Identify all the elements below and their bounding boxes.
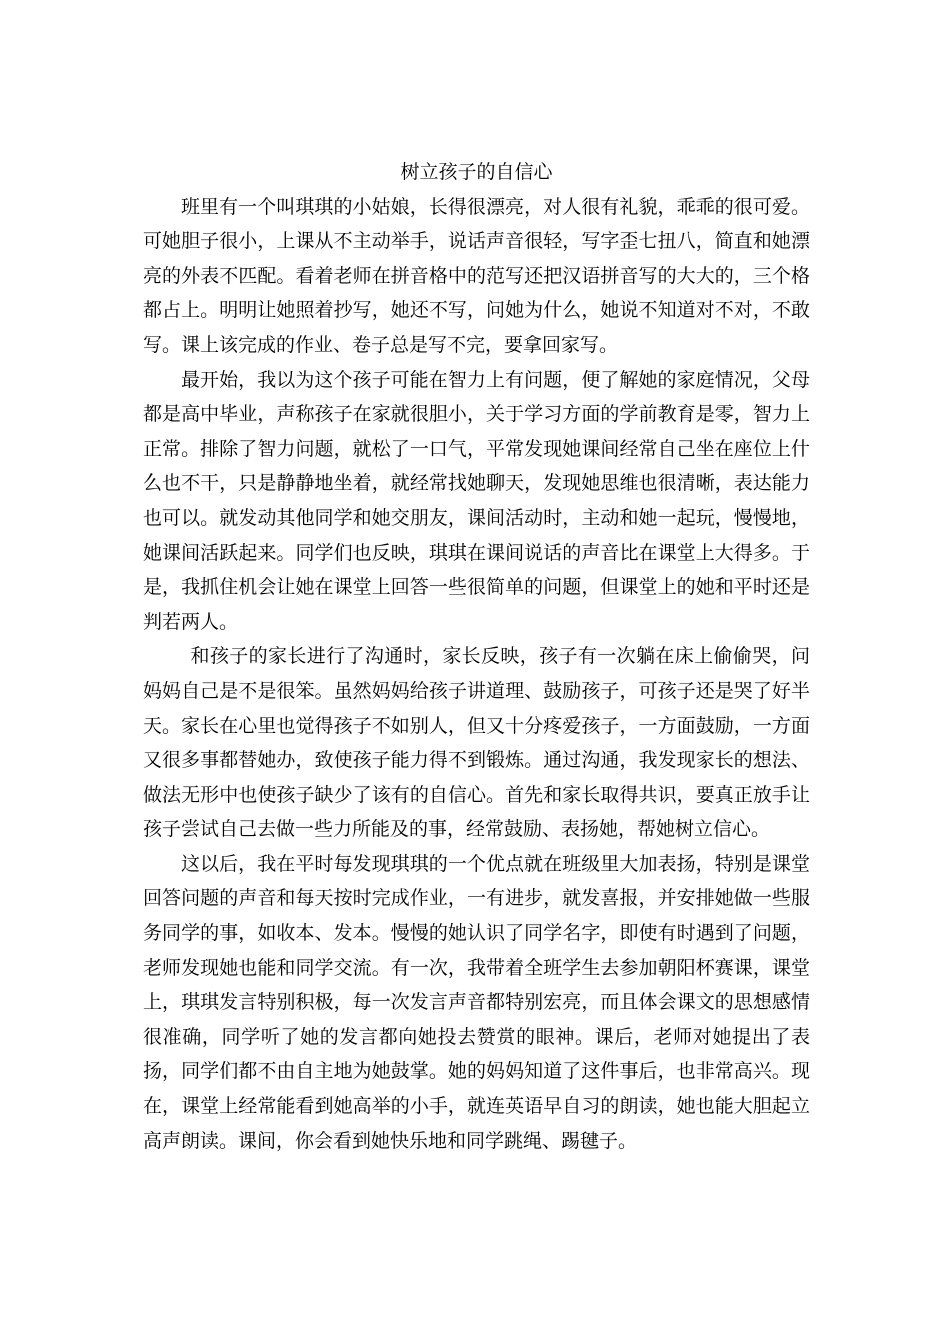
paragraph-3: 和孩子的家长进行了沟通时，家长反映，孩子有一次躺在床上偷偷哭，问妈妈自己是不是很笨。虽然妈妈给孩子讲道理、鼓励孩子，可孩子还是哭了好半天。家长在心里也觉得孩子不如别人，但又十分疼爱孩子，一方面鼓励，一方面又很多事都替她办，致使孩子能力得不到锻炼。通过沟通，我发现家长的想法、做法无形中也使孩子缺少了该有的自信心。首先和家长取得共识，要真正放手让孩子尝试自己去做一些力所能及的事，经常鼓励、表扬她，帮她树立信心。 xyxy=(143,645,810,841)
paragraph-1: 班里有一个叫琪琪的小姑娘，长得很漂亮，对人很有礼貌，乖乖的很可爱。可她胆子很小，上课从不主动举手，说话声音很轻，写字歪七扭八，简直和她漂亮的外表不匹配。看着老师在拼音格中的范写还把汉语拼音写的大大的，三个格都占上。明明让她照着抄写，她还不写，问她为什么，她说不知道对不对，不敢写。课上该完成的作业、卷子总是写不完，要拿回家写。 xyxy=(143,195,810,356)
document-title: 树立孩子的自信心 xyxy=(400,161,553,183)
document-body xyxy=(143,155,810,1158)
paragraph-2: 最开始，我以为这个孩子可能在智力上有问题，便了解她的家庭情况，父母都是高中毕业，声称孩子在家就很胆小，关于学习方面的学前教育是零，智力上正常。排除了智力问题，就松了一口气，平常发现她课间经常自己坐在座位上什么也不干，只是静静地坐着，就经常找她聊天，发现她思维也很清晰，表达能力也可以。就发动其他同学和她交朋友，课间活动时，主动和她一起玩，慢慢地，她课间活跃起来。同学们也反映，琪琪在课间说话的声音比在课堂上大得多。于是，我抓住机会让她在课堂上回答一些很简单的问题，但课堂上的她和平时还是判若两人。 xyxy=(143,368,810,633)
paragraph-4: 这以后，我在平时每发现琪琪的一个优点就在班级里大加表扬，特别是课堂回答问题的声音和每天按时完成作业，一有进步，就发喜报，并安排她做一些服务同学的事，如收本、发本。慢慢的她认识了同学名字，即使有时遇到了问题，老师发现她也能和同学交流。有一次，我带着全班学生去参加朝阳杯赛课，课堂上，琪琪发言特别积极，每一次发言声音都特别宏亮，而且体会课文的思想感情很准确，同学听了她的发言都向她投去赞赏的眼神。课后，老师对她提出了表扬，同学们都不由自主地为她鼓掌。她的妈妈知道了这件事后，也非常高兴。现在，课堂上经常能看到她高举的小手，就连英语早自习的朗读，她也能大胆起立高声朗读。课间，你会看到她快乐地和同学跳绳、踢毽子。 xyxy=(143,852,810,1152)
